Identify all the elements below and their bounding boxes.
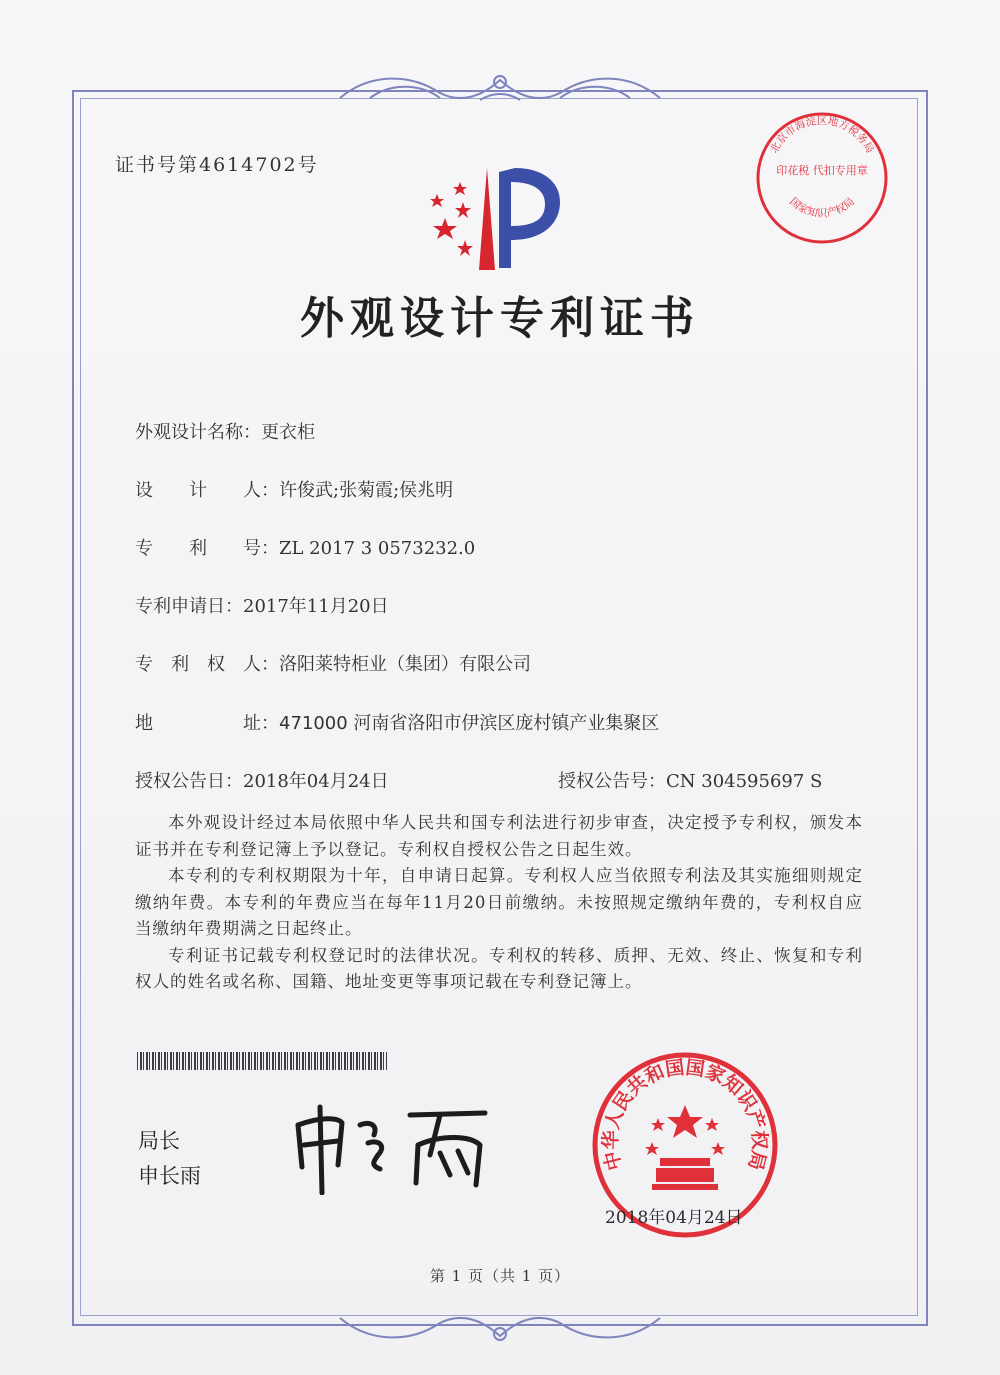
patent-number-field — [135, 534, 475, 560]
patent-office-logo — [415, 160, 565, 275]
barcode — [137, 1052, 387, 1070]
body-paragraph: 本外观设计经过本局依照中华人民共和国专利法进行初步审查，决定授予专利权，颁发本证书并在专利登记簿上予以登记。专利权自授权公告之日起生效。 — [135, 813, 863, 859]
design-name-field — [135, 418, 315, 444]
director-name: 申长雨 — [138, 1164, 201, 1188]
designer-value: 许俊武;张菊霞;侯兆明 — [279, 480, 454, 501]
designer-field — [135, 476, 453, 502]
seal-large-text: 中华人民共和国国家知识产权局 — [599, 1056, 771, 1173]
top-ornament — [330, 68, 670, 108]
tax-stamp-seal — [752, 108, 892, 248]
tax-stamp-outer-text: 北京市海淀区地方税务局 — [768, 114, 876, 156]
patent-holder-value: 洛阳莱特柜业（集团）有限公司 — [279, 654, 531, 675]
svg-text:北京市海淀区地方税务局 — [768, 114, 876, 155]
svg-text:国家知识产权局 — [787, 196, 857, 220]
body-paragraph: 本专利的专利权期限为十年，自申请日起算。专利权人应当依照专利法及其实施细则规定缴纳年费。本专利的年费应当在每年11月20日前缴纳。未按照规定缴纳年费的，专利权自应当缴纳年费期满之日起终止。 — [135, 866, 863, 938]
filing-date-label: 专利申请日： — [135, 596, 243, 617]
tax-stamp-center-text: 印花税 代扣专用章 — [776, 164, 868, 177]
director-title: 局长 — [138, 1129, 180, 1153]
patent-holder-field — [135, 650, 531, 676]
tax-stamp-bottom-text: 国家知识产权局 — [787, 195, 857, 220]
director-signature — [290, 1095, 500, 1195]
patent-number-label: 专 利 号： — [135, 538, 279, 559]
page-number: 第 1 页（共 1 页） — [429, 1267, 571, 1285]
address-field — [135, 709, 659, 735]
design-name-label: 外观设计名称： — [135, 422, 261, 443]
certificate-body-text — [135, 810, 863, 996]
filing-date-field — [135, 592, 389, 618]
address-value: 471000 河南省洛阳市伊滨区庞村镇产业集聚区 — [279, 713, 660, 734]
certificate-number: 证书号第4614702号 — [115, 154, 319, 176]
grant-publication-number-value: CN 304595697 S — [666, 771, 823, 792]
certificate-title: 外观设计专利证书 — [300, 293, 700, 344]
design-name-value: 更衣柜 — [261, 422, 315, 443]
body-paragraph: 专利证书记载专利权登记时的法律状况。专利权的转移、质押、无效、终止、恢复和专利权人的姓名或名称、国籍、地址变更等事项记载在专利登记簿上。 — [135, 945, 863, 991]
bottom-ornament — [330, 1308, 670, 1348]
grant-publication-date-label: 授权公告日： — [135, 771, 243, 792]
seal-date: 2018年04月24日 — [605, 1208, 743, 1228]
grant-publication-date-field — [135, 767, 389, 793]
address-label: 地 址： — [135, 713, 279, 734]
patent-holder-label: 专 利 权 人： — [135, 654, 279, 675]
patent-number-value: ZL 2017 3 0573232.0 — [279, 538, 476, 559]
grant-publication-number-field — [558, 767, 822, 793]
grant-publication-date-value: 2018年04月24日 — [243, 771, 389, 792]
filing-date-value: 2017年11月20日 — [243, 596, 389, 617]
designer-label: 设 计 人： — [135, 480, 279, 501]
grant-publication-number-label: 授权公告号： — [558, 771, 666, 792]
